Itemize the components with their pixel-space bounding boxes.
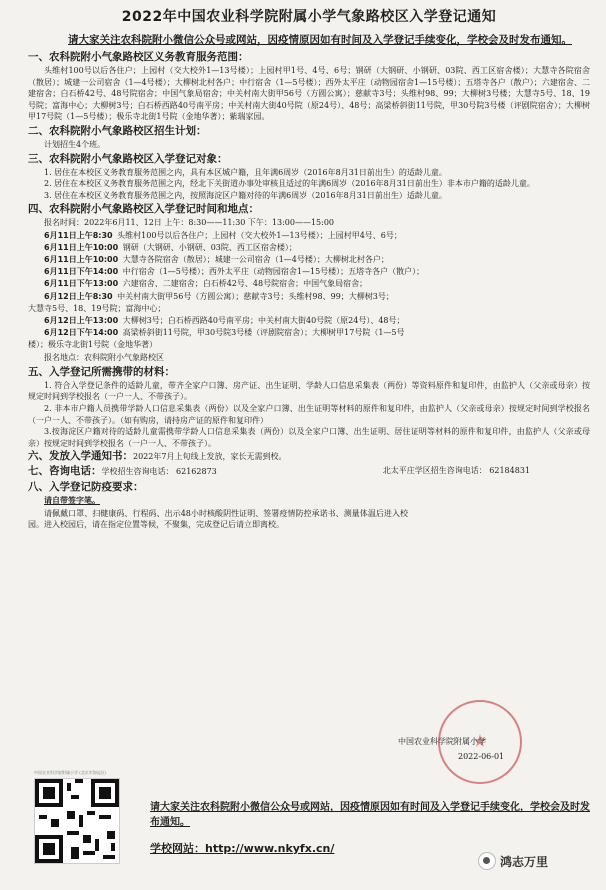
schedule-row	[28, 230, 590, 242]
schedule-continuation: 大慧寺5号、18、19号院；富海中心；	[28, 303, 166, 313]
page-title: 2022年中国农业科学院附属小学气象路校区入学登记通知	[121, 9, 497, 25]
section-3-item: 3. 居住在本校区义务教育服务范围之内，按照海淀区户籍对待的年满6周岁（2016年8月31日前出生）适龄儿童。	[44, 190, 447, 200]
top-notice: 请大家关注农科院附小微信公众号或网站，因疫情原因如有时间及入学登记手续变化，学校会及时发布通知。	[68, 34, 572, 46]
qr-code-graphic	[35, 779, 119, 863]
schedule-desc: 中关村南大街甲56号（方圆公寓）；慈献寺3号；头维村98、99；大柳树3号；	[117, 291, 394, 301]
section-6-heading: 六、发放入学通知书：	[28, 450, 133, 463]
sign-org: 中国农业科学院附属小学	[398, 737, 486, 746]
registration-time: 报名时间：2022年6月11、12日 上午：8:30——11:30 下午：13:00——15:00	[44, 218, 335, 228]
section-1-heading: 一、农科院附小气象路校区义务教育服务范围：	[28, 51, 249, 63]
watermark	[478, 852, 548, 870]
sign-date: 2022-06-01	[458, 752, 505, 761]
qr-code-icon[interactable]	[34, 778, 120, 864]
schedule-time: 6月11日下午14:00	[44, 267, 119, 277]
registration-place: 报名地点：农科院附小气象路校区	[44, 352, 164, 362]
schedule-desc: 大慧寺各院宿舍（散居）；城建一公司宿舍（1—4号楼）；大柳树北村各户；	[122, 254, 389, 264]
footer-notice: 请大家关注农科院附小微信公众号或网站，因疫情原因如有时间及入学登记手续变化，学校会及时发布通知。	[150, 802, 590, 828]
schedule-row	[28, 315, 590, 327]
schedule-row	[28, 278, 590, 290]
section-3-heading: 三、农科院附小气象路校区入学登记对象：	[28, 152, 228, 165]
schedule-time: 6月12日上午13:00	[44, 315, 119, 325]
section-6-text: 2022年7月上旬线上发放，家长无需到校。	[133, 452, 287, 462]
schedule-row	[28, 254, 590, 266]
schedule-desc: 头维村100号以后各住户；上园村（交大校外1—13号楼）；上园村甲4号、6号；	[117, 230, 402, 240]
schedule-time: 6月12日上午8:30	[44, 291, 113, 301]
schedule-row	[28, 291, 590, 303]
section-1-text: 头维村100号以后各住户；上园村（交大校外1—13号楼）；上园村甲1号、4号、6号；钢研（大钢研、小钢研、03院、西工区宿舍楼）；大慧寺各院宿舍（散居）；城建一公司宿舍（1—4号楼）；大柳树北村各户；中行宿舍（1—5号楼）；西外太平庄（动物园宿舍1—15号楼）；五塔寺各户（散户）；六建宿舍、二建宿舍；白石桥42号、48号院宿舍；中国气象局宿舍；中关村南大街甲56号（方圆公寓）；慈献寺3号；头维村98、99；大柳树3号楼；大慧寺5号、18、19号院；富海中心；大柳树3号；白石桥西路40号南平房；中关村南大街40号院（原24号）、48号；高梁桥斜街11号院，甲30号院3号楼（评剧院宿舍）；大柳树甲17号院（1—5号楼）；极乐寺北街1号院（金地华著）；紫瑞家园。	[28, 66, 590, 122]
schedule-row	[28, 266, 590, 278]
section-7-heading: 七、咨询电话：	[28, 465, 102, 478]
schedule-desc: 大柳树3号；白石桥西路40号南平房；中关村南大街40号院（原24号）、48号；	[122, 315, 405, 325]
section-3-item: 2. 居住在本校区义务教育服务范围之内，经北下关街道办事处审核且适过的年满6周岁（2016年8月31日前出生）非本市户籍的适龄儿童。	[44, 179, 535, 189]
section-5-item: 1. 符合入学登记条件的适龄儿童，带齐全家户口簿、房产证、出生证明、学龄人口信息采集表（两份）等资料原件和复印件，由监护人（父亲或母亲）按规定时间到学校报名（一户一人、不带孩子）。	[28, 380, 590, 402]
district-phone: 北太平庄学区招生咨询电话： 62184831	[382, 466, 530, 476]
section-5-heading: 五、入学登记所需携带的材料：	[28, 365, 175, 378]
watermark-text: 鸿志万里	[500, 854, 549, 869]
schedule-desc: 高梁桥斜街11号院，甲30号院3号楼（评剧院宿舍）；大柳树甲17号院（1—5号	[122, 328, 405, 338]
section-2-heading: 二、农科院附小气象路校区招生计划：	[28, 124, 207, 137]
section-8-heading: 八、入学登记防疫要求：	[28, 481, 144, 494]
section-3-item: 1. 居住在本校区义务教育服务范围之内，具有本区城户籍，且年满6周岁（2016年8月31日前出生）的适龄儿童。	[44, 167, 447, 177]
schedule-time: 6月11日上午10:00	[44, 242, 119, 252]
section-5-item: 3.按海淀区户籍对待的适龄儿童需携带学龄人口信息采集表（两份）以及全家户口簿、出生证明、居住证明等材料的原件和复印件，由监护人（父亲或母亲）按规定时间到学校报名（一户一人、不带孩子）。	[28, 427, 590, 448]
schedule-time: 6月11日上午8:30	[44, 230, 113, 240]
section-2-text: 计划招生4个班。	[44, 139, 106, 149]
schedule-time: 6月11日下午13:00	[44, 279, 119, 289]
signature-block	[398, 734, 504, 764]
qr-caption: 中国农业科学院附属小学 (北京市海淀区)	[34, 770, 107, 775]
section-4-heading: 四、农科院附小气象路校区入学登记时间和地点：	[28, 203, 259, 216]
schedule-row	[28, 327, 590, 339]
section-6	[28, 449, 590, 464]
schedule-desc: 中行宿舍（1—5号楼）；西外太平庄（动物园宿舍1—15号楼）；五塔寺各户（散户）；	[122, 267, 425, 277]
school-phone: 学校招生咨询电话： 62162873	[101, 467, 217, 477]
section-7	[28, 464, 590, 479]
schedule-continuation: 楼）；极乐寺北街1号院（金地华著）	[28, 340, 158, 350]
wechat-account-icon	[478, 852, 496, 870]
section-8-sub: 请自带签字笔。	[44, 496, 100, 506]
schedule-time: 6月11日上午10:00	[44, 254, 119, 264]
schedule-desc: 六建宿舍、二建宿舍；白石桥42号、48号院宿舍；中国气象局宿舍；	[122, 279, 368, 289]
section-8-text: 请佩戴口罩、扫健康码、行程码、出示48小时核酸阴性证明、签署疫情防控承诺书、测量体温后进入校园。进入校园后，请在指定位置等候，不聚集，完成登记后请立即离校。	[28, 508, 408, 530]
schedule-time: 6月12日下午14:00	[44, 328, 119, 338]
section-5-item: 2. 非本市户籍人员携带学龄人口信息采集表（两份）以及全家户口簿、出生证明等材料的原件和复印件，由监护人（父亲或母亲）按规定时间到学校报名（一户一人、不带孩子）。（如有购房，请持房产证的原件和复印件）	[28, 403, 590, 425]
schedule-row	[28, 242, 590, 254]
school-website-link[interactable]: 学校网站：http://www.nkyfx.cn/	[150, 842, 335, 855]
schedule-desc: 钢研（大钢研、小钢研、03院、西工区宿舍楼）；	[122, 242, 297, 252]
